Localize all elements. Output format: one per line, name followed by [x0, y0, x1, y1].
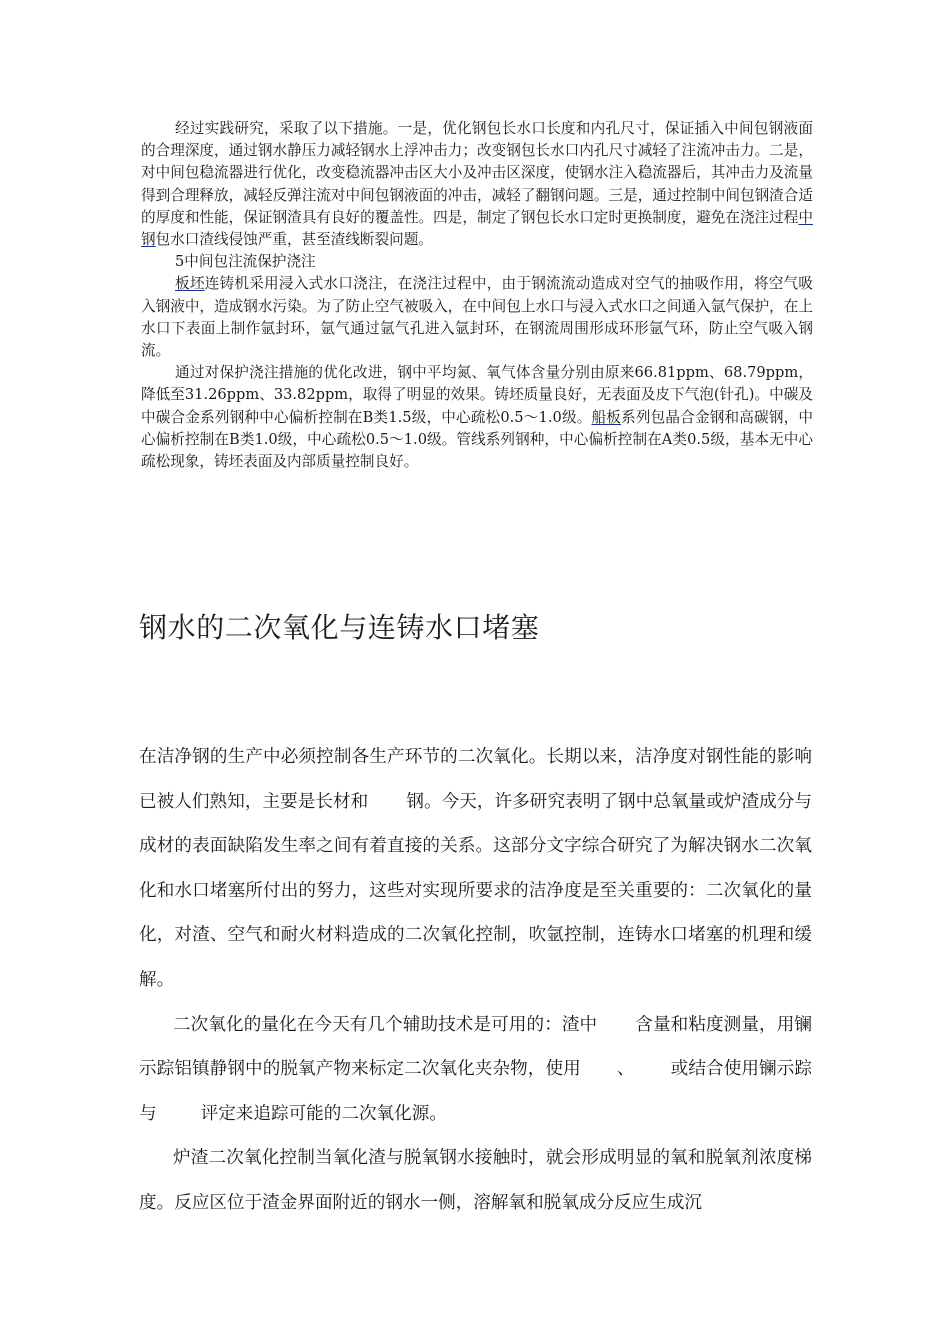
paragraph-quantification-text-e: 评定来追踪可能的二次氧化源。 [200, 1103, 447, 1124]
paragraph-clean-steel-text-b: 钢。今天，许多研究表明了钢中总氧量或炉渣成分与成材的表面缺陷发生率之间有着直接的关系。这部分文字综合研究了为解决钢水二次氧化和水口堵塞所付出的努力，这些对实现所要求的洁净度是至关重要的：二次氧化的量化，对渣、空气和耐火材料造成的二次氧化控制，吹氩控制，连铸水口堵塞的机理和缓解。 [139, 791, 812, 990]
section-continuous-casting-measures [141, 118, 813, 473]
paragraph-measures-tail: 包水口渣线侵蚀严重，甚至渣线断裂问题。 [155, 231, 433, 249]
paragraph-quantification-text-b: 含量和粘度测量，用镧示踪铝镇静钢中的脱氧产物来标定二次氧化夹杂物，使用 [139, 1014, 812, 1080]
paragraph-quantification-text-c: 、 [616, 1059, 635, 1080]
paragraph-quantification-text-a: 二次氧化的量化在今天有几个辅助技术是可用的：渣中 [173, 1014, 598, 1035]
paragraph-quantification-text-d: 或结合使用镧示踪与 [139, 1059, 812, 1124]
paragraph-slag-control: 炉渣二次氧化控制当氧化渣与脱氧钢水接触时，就会形成明显的氧和脱氧剂浓度梯度。反应区位于渣金界面附近的钢水一侧，溶解氧和脱氧成分反应生成沉 [139, 1148, 812, 1213]
link-ship-plate[interactable]: 船板 [591, 408, 622, 426]
paragraph-argon-protection-text: 连铸机采用浸入式水口浇注，在浇注过程中，由于钢流流动造成对空气的抽吸作用，将空气吸入钢液中，造成钢水污染。为了防止空气被吸入，在中间包上水口与浸入式水口之间通入氩气保护，在上水口下表面上制作氩封环，氩气通过氩气孔进入氩封环，在钢流周围形成环形氩气环，防止空气吸入钢流。 [141, 275, 813, 360]
article-title: 钢水的二次氧化与连铸水口堵塞 [139, 611, 540, 644]
paragraph-measures-text: 经过实践研究，采取了以下措施。一是，优化钢包长水口长度和内孔尺寸，保证插入中间包钢液面的合理深度，通过钢水静压力减轻钢水上浮冲击力；改变钢包长水口内孔尺寸减轻了注流冲击力。二是，对中间包稳流器进行优化，改变稳流器冲击区大小及冲击区深度，使钢水注入稳流器后，其冲击力及流量得到合理释放，减轻反弹注流对中间包钢液面的冲击，减轻了翻钢问题。三是，通过控制中间包钢渣合适的厚度和性能，保证钢渣具有良好的覆盖性。四是，制定了钢包长水口定时更换制度，避免在浇注过程 [141, 120, 813, 226]
paragraph-argon-protection [141, 273, 813, 362]
link-slab[interactable]: 板坯 [175, 275, 205, 293]
paragraph-quantification [139, 1003, 812, 1137]
section-reoxidation [139, 735, 812, 1226]
paragraph-results-tail: 系列包晶合金钢和高碳钢，中心偏析控制在B类1.0级，中心疏松0.5～1.0级。管线系列钢种，中心偏析控制在A类0.5级，基本无中心疏松现象，铸坯表面及内部质量控制良好。 [141, 408, 813, 471]
link-zhonggang[interactable]: 中钢 [141, 208, 813, 249]
paragraph-results-text: 通过对保护浇注措施的优化改进，钢中平均氮、氧气体含量分别由原来66.81ppm、68.79ppm，降低至31.26ppm、33.82ppm，取得了明显的效果。铸坯质量良好，无表面及皮下气泡(针孔)。中碳及中碳合金系列钢种中心偏析控制在B类1.5级，中心疏松0.5～1.0级。 [141, 364, 813, 426]
paragraph-results [141, 362, 813, 473]
subheading-tundish-protection: 5中间包注流保护浇注 [175, 253, 316, 271]
paragraph-measures [141, 118, 813, 251]
paragraph-clean-steel-text-a: 在洁净钢的生产中必须控制各生产环节的二次氧化。长期以来，洁净度对钢性能的影响已被人们熟知，主要是长材和 [139, 747, 812, 812]
paragraph-clean-steel [139, 735, 812, 1003]
